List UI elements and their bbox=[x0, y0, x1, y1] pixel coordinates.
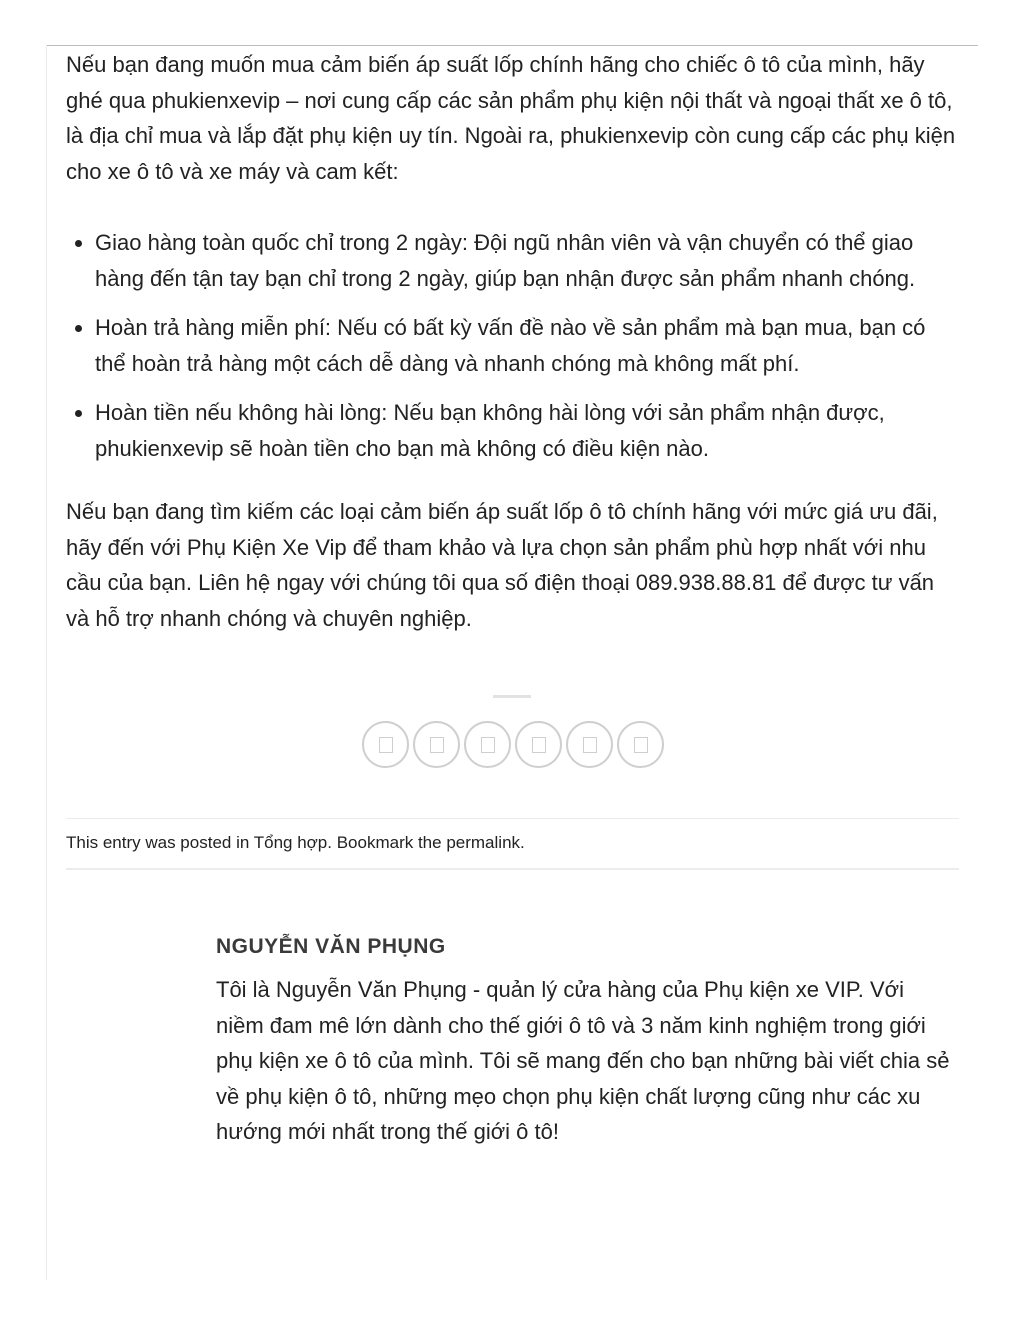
list-item: • Giao hàng toàn quốc chỉ trong 2 ngày: Đội ngũ nhân viên và vận chuyển có thể giao hàng đến tận tay bạn chỉ trong 2 ngày, giúp bạn nhận được sản phẩm nhanh chóng. bbox=[95, 225, 959, 296]
linkedin-icon bbox=[583, 737, 597, 753]
share-pinterest-button[interactable] bbox=[515, 721, 562, 768]
closing-paragraph: Nếu bạn đang tìm kiếm các loại cảm biến áp suất lốp ô tô chính hãng với mức giá ưu đãi, hãy đến với Phụ Kiện Xe Vip để tham khảo và lựa chọn sản phẩm phù hợp nhất với nhu cầu của bạn. Liên hệ ngay với chúng tôi qua số điện thoại 089.938.88.81 để được tư vấn và hỗ trợ nhanh chóng và chuyên nghiệp. bbox=[66, 499, 938, 631]
pinterest-icon bbox=[532, 737, 546, 753]
permalink-link[interactable]: permalink bbox=[446, 833, 521, 852]
left-border bbox=[46, 45, 47, 1280]
category-link[interactable]: Tổng hợp bbox=[253, 833, 328, 852]
author-bio: Tôi là Nguyễn Văn Phụng - quản lý cửa hàng của Phụ kiện xe VIP. Với niềm đam mê lớn dành cho thế giới ô tô và 3 năm kinh nghiệm trong giới phụ kiện xe ô tô của mình. Tôi sẽ mang đến cho bạn những bài viết chia sẻ về phụ kiện ô tô, những mẹo chọn phụ kiện chất lượng cũng như các xu hướng mới nhất trong thế giới ô tô! bbox=[216, 977, 950, 1144]
share-twitter-button[interactable] bbox=[413, 721, 460, 768]
entry-meta-text bbox=[66, 833, 525, 853]
entry-meta bbox=[66, 818, 959, 870]
top-divider bbox=[46, 45, 978, 46]
list-item: • Hoàn tiền nếu không hài lòng: Nếu bạn không hài lòng với sản phẩm nhận được, phukienxevip sẽ hoàn tiền cho bạn mà không có điều kiện nào. bbox=[95, 395, 959, 466]
share-divider bbox=[493, 695, 531, 698]
meta-middle: . Bookmark the bbox=[327, 833, 447, 852]
meta-prefix: This entry was posted in bbox=[66, 833, 254, 852]
share-email-button[interactable] bbox=[464, 721, 511, 768]
share-telegram-button[interactable] bbox=[617, 721, 664, 768]
benefits-list bbox=[66, 225, 959, 466]
list-item: • Hoàn trả hàng miễn phí: Nếu có bất kỳ vấn đề nào về sản phẩm mà bạn mua, bạn có thể hoàn trả hàng một cách dễ dàng và nhanh chóng mà không mất phí. bbox=[95, 310, 959, 381]
author-name: NGUYỄN VĂN PHỤNG bbox=[216, 935, 446, 958]
share-buttons bbox=[362, 721, 664, 768]
share-facebook-button[interactable] bbox=[362, 721, 409, 768]
email-icon bbox=[481, 737, 495, 753]
meta-suffix: . bbox=[520, 833, 525, 852]
twitter-icon bbox=[430, 737, 444, 753]
telegram-icon bbox=[634, 737, 648, 753]
author-box bbox=[216, 930, 956, 1150]
article-content bbox=[66, 47, 959, 636]
share-linkedin-button[interactable] bbox=[566, 721, 613, 768]
intro-paragraph: Nếu bạn đang muốn mua cảm biến áp suất lốp chính hãng cho chiếc ô tô của mình, hãy ghé qua phukienxevip – nơi cung cấp các sản phẩm phụ kiện nội thất và ngoại thất xe ô tô, là địa chỉ mua và lắp đặt phụ kiện uy tín. Ngoài ra, phukienxevip còn cung cấp các phụ kiện cho xe ô tô và xe máy và cam kết: bbox=[66, 52, 956, 184]
facebook-icon bbox=[379, 737, 393, 753]
